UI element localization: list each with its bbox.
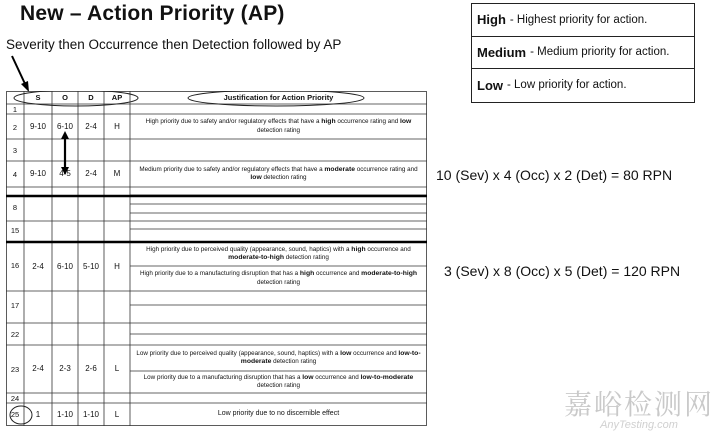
cell-detection: 2-4 (85, 169, 97, 178)
header-justification: Justification for Action Priority (223, 92, 334, 102)
cell-justification: High priority due to a manufacturing disruption that has a high occurrence and moderate-to-high detection rating (139, 270, 418, 286)
row-id: 24 (10, 394, 20, 403)
header-detection: D (88, 92, 94, 102)
cell-justification: Medium priority due to safety and/or regulatory effects that have a moderate occurrence rating and low detection rating (139, 165, 418, 181)
header-severity: S (35, 92, 41, 102)
cell-justification: High priority due to safety and/or regulatory effects that have a high occurrence rating and low detection rating (145, 118, 412, 134)
watermark (563, 388, 714, 431)
header-occurrence: O (62, 92, 68, 102)
subtitle: Severity then Occurrence then Detection followed by AP (6, 37, 342, 52)
cell-justification: Low priority due to a manufacturing disruption that has a low occurrence and low-to-moderate detection rating (143, 373, 414, 390)
legend-level: Medium (477, 44, 527, 60)
cell-detection: 5-10 (82, 261, 99, 271)
watermark-en: AnyTesting.com (600, 419, 678, 431)
cell-ap: H (114, 121, 120, 131)
row-id: 23 (10, 365, 20, 374)
cell-severity: 9-10 (29, 121, 46, 131)
row-id: 8 (12, 203, 18, 212)
cell-severity: 2-4 (32, 364, 44, 373)
cell-severity: 1 (35, 409, 41, 419)
cell-occurrence: 2-3 (59, 364, 71, 373)
cell-occurrence: 6-10 (56, 121, 73, 131)
row-id: 15 (10, 226, 20, 235)
cell-justification: Low priority due to no discernible effect (217, 410, 340, 418)
rpn-calc-80: 10 (Sev) x 4 (Occ) x 2 (Det) = 80 RPN (436, 167, 673, 183)
cell-justification: Low priority due to perceived quality (appearance, sound, haptics) with a low occurrence and low-to-moderate detection rating (136, 349, 421, 365)
row-id: 2 (12, 123, 18, 132)
cell-detection: 2-6 (85, 364, 97, 373)
cell-ap: M (113, 169, 121, 178)
cell-detection: 1-10 (82, 409, 99, 419)
row-id: 4 (12, 170, 18, 179)
cell-ap: L (114, 409, 120, 419)
cell-ap: L (114, 364, 120, 373)
legend-desc: - Low priority for action. (507, 79, 627, 92)
legend-desc: - Highest priority for action. (509, 13, 648, 26)
legend-low (472, 69, 694, 102)
legend-high (472, 4, 694, 37)
rpn-calc-120: 3 (Sev) x 8 (Occ) x 5 (Det) = 120 RPN (444, 263, 681, 279)
cell-severity: 9-10 (29, 169, 46, 178)
cell-occurrence: 6-10 (56, 261, 73, 271)
legend-level: High (477, 12, 506, 28)
row-id: 25 (10, 410, 20, 419)
ap-table (6, 91, 427, 426)
cell-occurrence: 1-10 (56, 409, 73, 419)
row-id: 22 (10, 330, 20, 339)
legend-level: Low (477, 77, 503, 93)
watermark-cn: 嘉峪检测网 (563, 388, 714, 421)
cell-ap: H (114, 261, 120, 271)
cell-justification: High priority due to perceived quality (appearance, sound, haptics) with a high occurrence and moderate-to-high detection rating (146, 245, 411, 261)
row-id: 16 (10, 261, 20, 270)
row-id: 3 (12, 146, 18, 155)
cell-severity: 2-4 (32, 261, 44, 271)
legend-desc: - Medium priority for action. (530, 46, 670, 59)
row-id: 1 (12, 105, 18, 114)
page-title: New – Action Priority (AP) (20, 2, 285, 25)
cell-detection: 2-4 (85, 121, 97, 131)
cell-occurrence: 4-5 (59, 169, 71, 178)
priority-legend (471, 3, 695, 103)
row-id: 17 (10, 301, 20, 310)
header-ap: AP (111, 92, 123, 102)
legend-medium (472, 37, 694, 70)
